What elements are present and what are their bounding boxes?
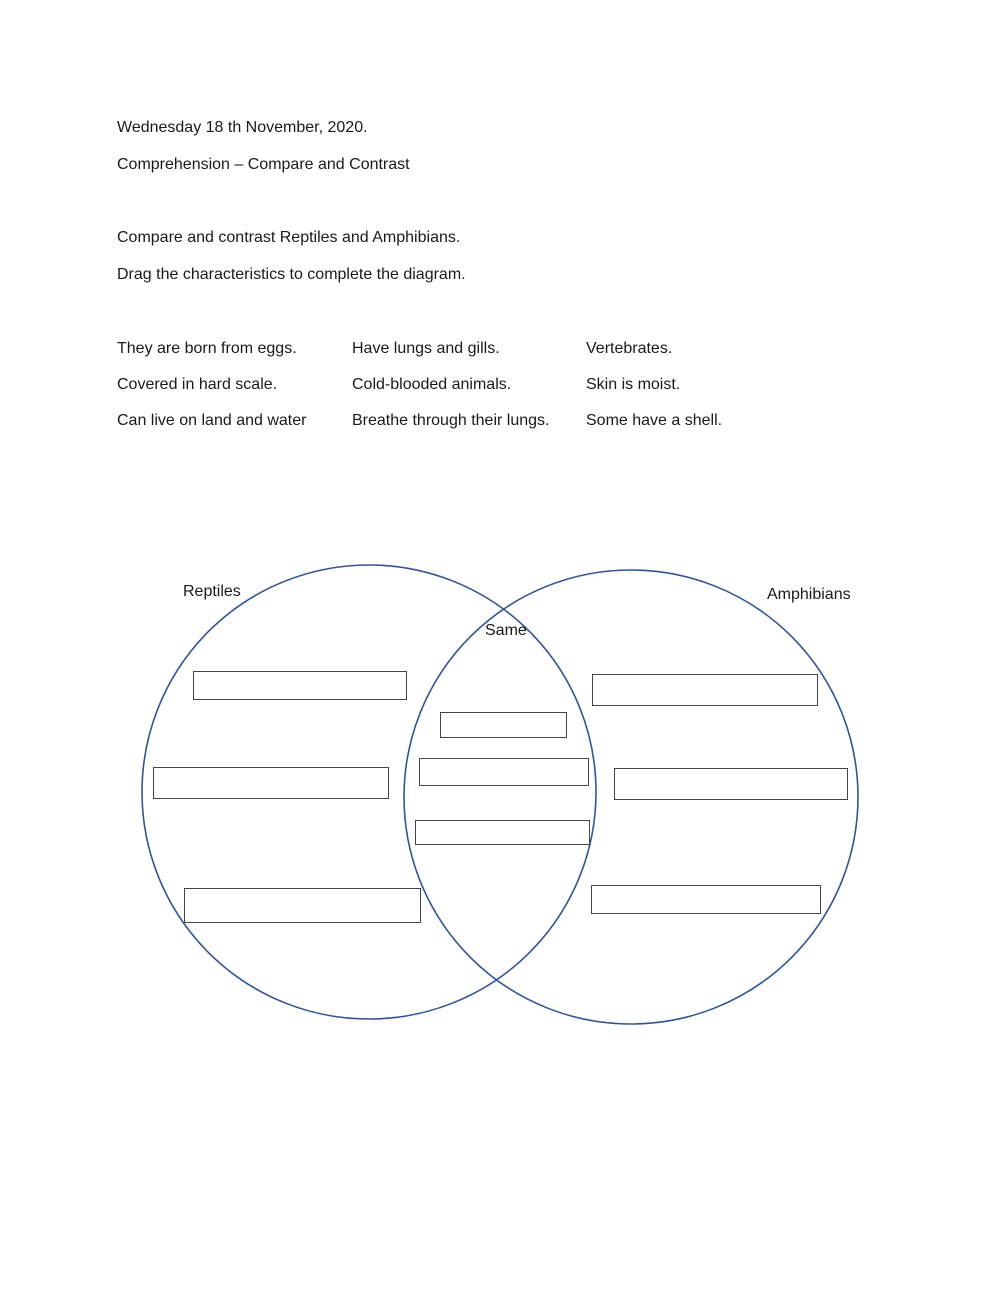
amphibians-drop-box[interactable] <box>591 885 821 914</box>
characteristic-item[interactable]: Covered in hard scale. <box>117 376 278 393</box>
subject-line: Comprehension – Compare and Contrast <box>117 156 410 173</box>
characteristic-item[interactable]: Breathe through their lungs. <box>352 412 550 429</box>
characteristic-item[interactable]: Have lungs and gills. <box>352 340 500 357</box>
characteristic-item[interactable]: Skin is moist. <box>586 376 681 393</box>
characteristic-item[interactable]: Cold-blooded animals. <box>352 376 512 393</box>
instruction-compare: Compare and contrast Reptiles and Amphibians. <box>117 229 461 246</box>
same-label: Same <box>485 622 527 639</box>
same-drop-box[interactable] <box>415 820 590 845</box>
reptiles-drop-box[interactable] <box>184 888 421 923</box>
characteristic-item[interactable]: They are born from eggs. <box>117 340 297 357</box>
amphibians-drop-box[interactable] <box>592 674 818 706</box>
instruction-drag: Drag the characteristics to complete the diagram. <box>117 266 466 283</box>
characteristic-item[interactable]: Vertebrates. <box>586 340 673 357</box>
amphibians-label: Amphibians <box>767 586 851 603</box>
amphibians-drop-box[interactable] <box>614 768 848 800</box>
same-drop-box[interactable] <box>440 712 567 738</box>
characteristic-item[interactable]: Some have a shell. <box>586 412 723 429</box>
same-drop-box[interactable] <box>419 758 589 786</box>
characteristic-item[interactable]: Can live on land and water <box>117 412 307 429</box>
reptiles-label: Reptiles <box>183 583 241 600</box>
date-line: Wednesday 18 th November, 2020. <box>117 119 368 136</box>
reptiles-drop-box[interactable] <box>193 671 407 700</box>
reptiles-drop-box[interactable] <box>153 767 389 799</box>
